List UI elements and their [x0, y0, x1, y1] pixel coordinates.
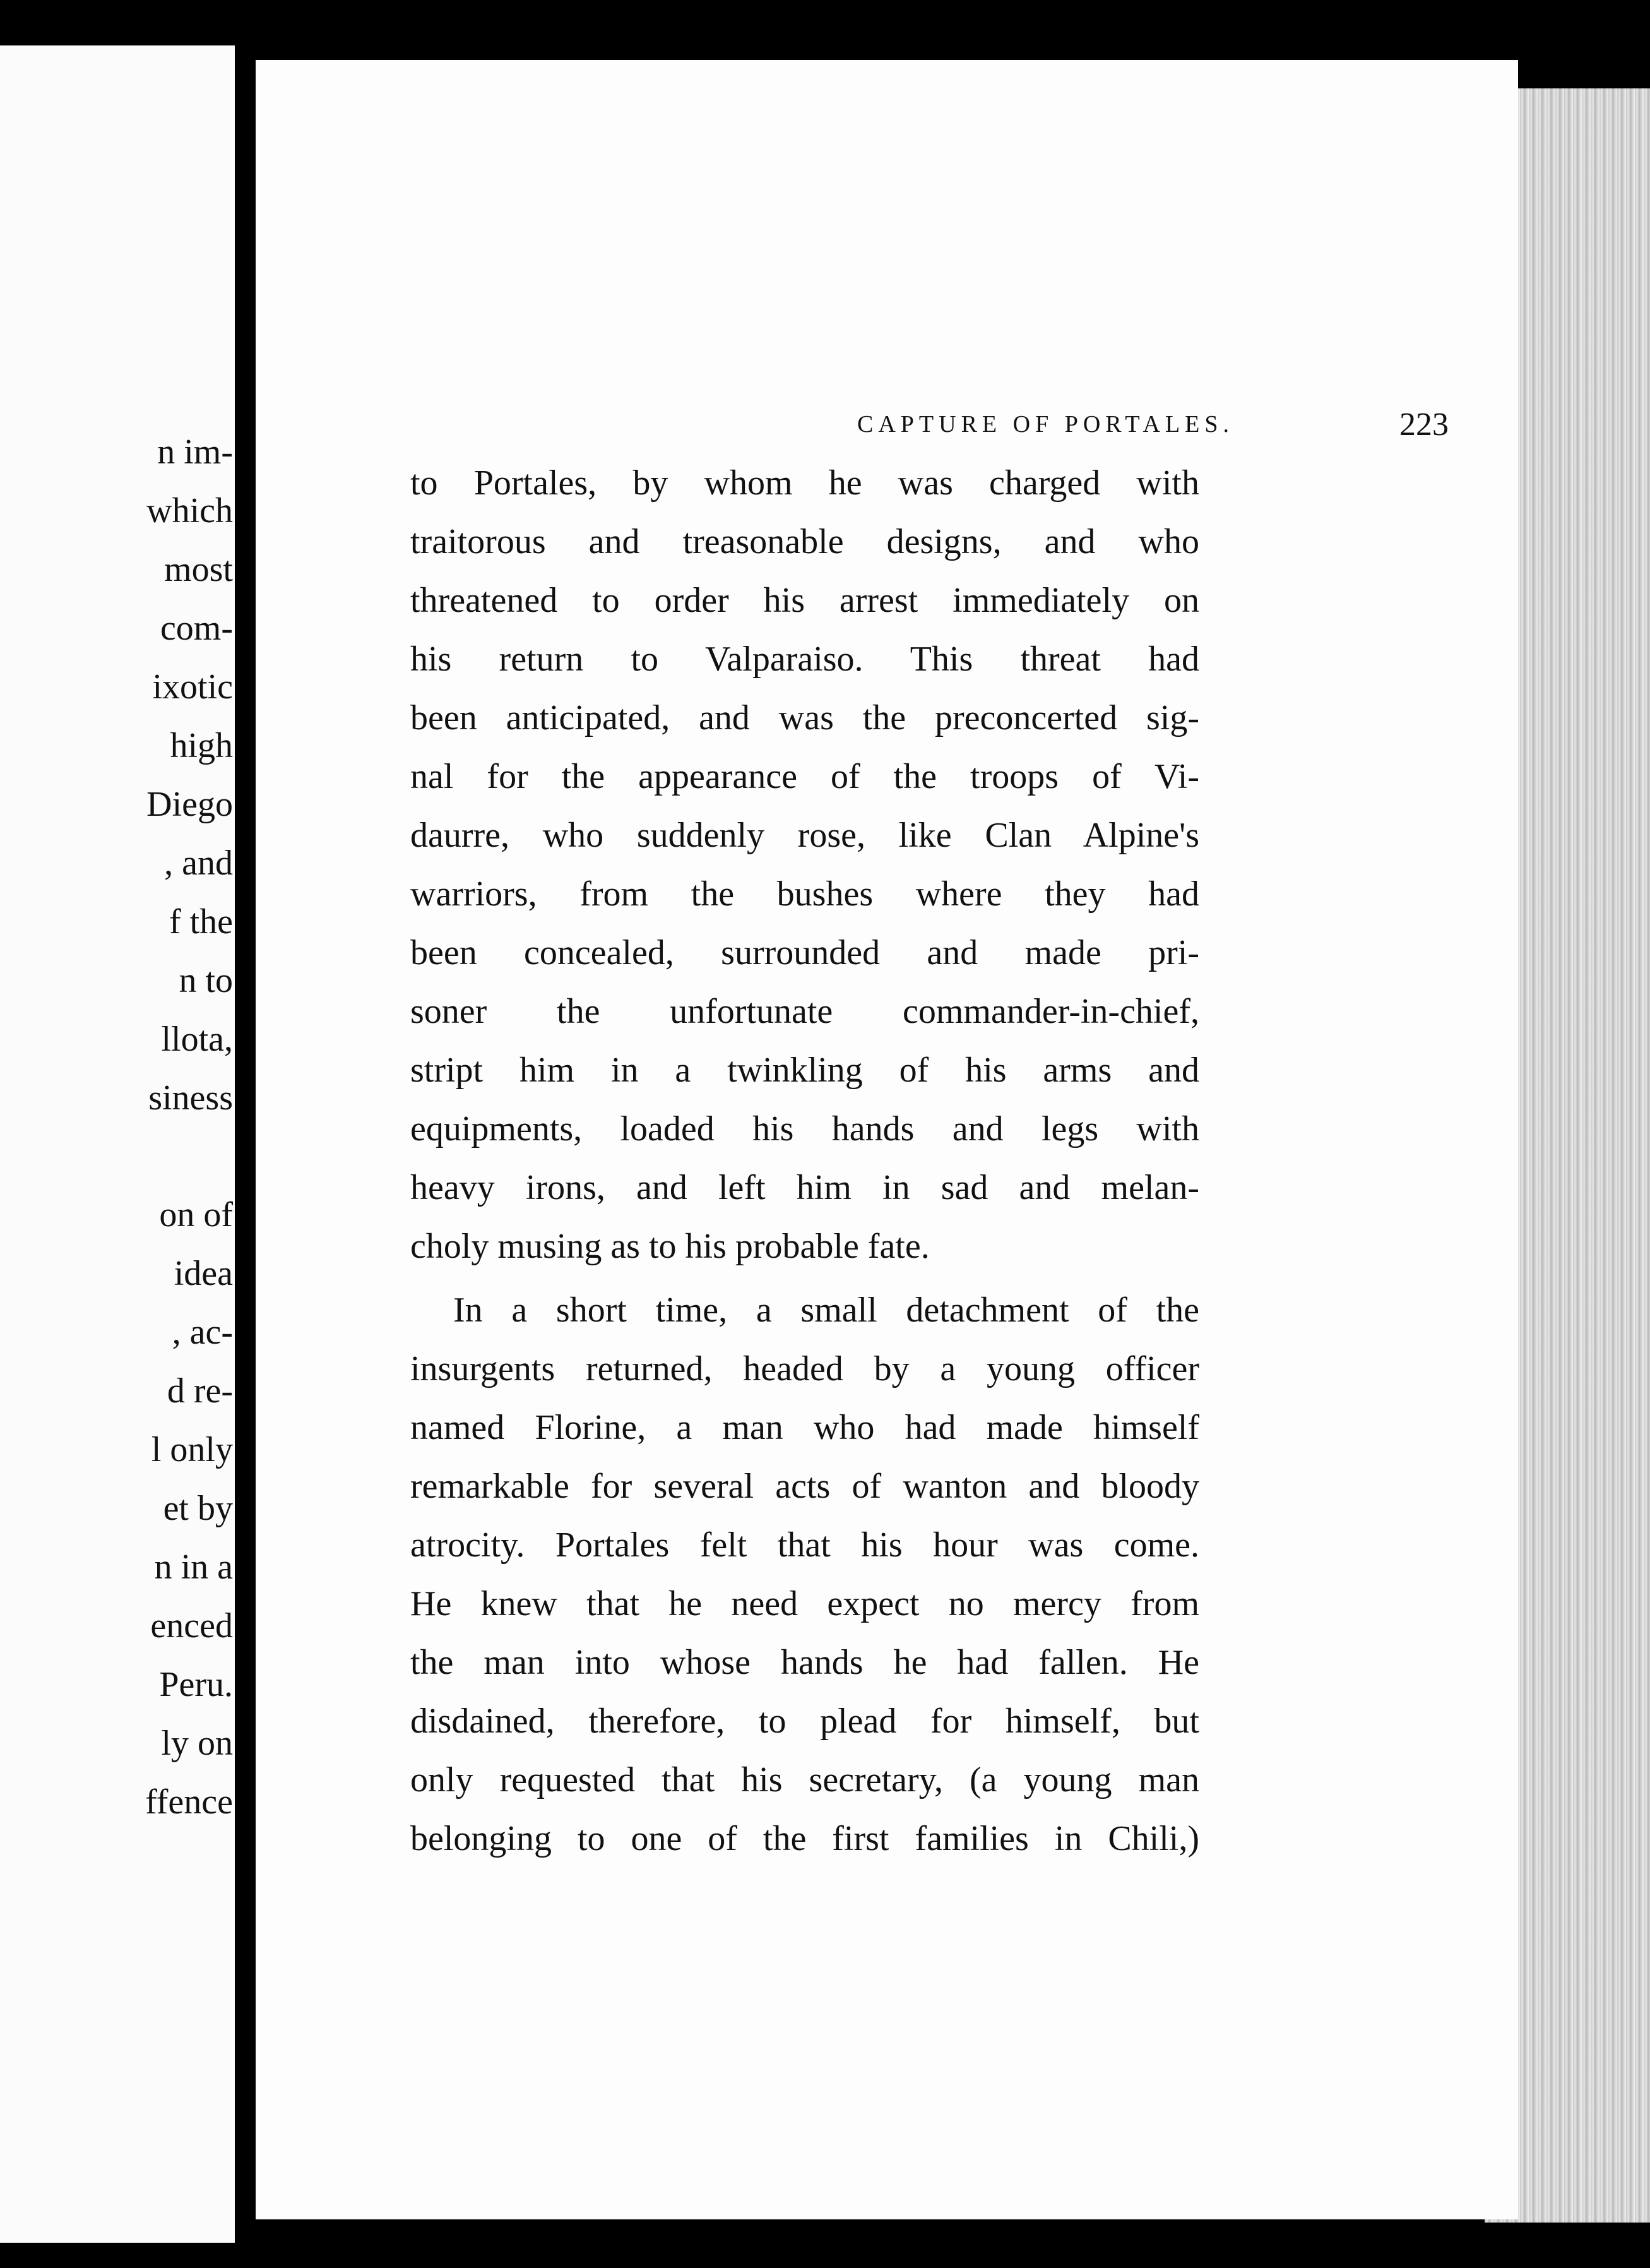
text-line: been concealed, surrounded and made pri- [410, 933, 1199, 972]
left-page-line: ixotic [152, 667, 233, 707]
left-page-line: d re- [167, 1371, 233, 1411]
text-line: heavy irons, and left him in sad and melan- [410, 1168, 1199, 1207]
left-page-line: siness [148, 1078, 233, 1118]
right-page [256, 60, 1518, 2219]
text-line: In a short time, a small detachment of the [453, 1291, 1199, 1330]
left-page-line: n in a [154, 1548, 233, 1587]
left-page-line: high [170, 726, 233, 765]
text-line: to Portales, by whom he was charged with [410, 463, 1199, 503]
text-line: warriors, from the bushes where they had [410, 874, 1199, 914]
text-line: the man into whose hands he had fallen. He [410, 1643, 1199, 1682]
text-line: traitorous and treasonable designs, and who [410, 522, 1199, 561]
text-line: choly musing as to his probable fate. [410, 1227, 930, 1266]
left-page-line: ffence [145, 1782, 233, 1822]
left-page-line: Peru. [159, 1665, 233, 1704]
left-page-line: most [164, 550, 233, 589]
left-page-line: com- [160, 609, 233, 648]
text-line: his return to Valparaiso. This threat had [410, 640, 1199, 679]
text-line: insurgents returned, headed by a young officer [410, 1349, 1199, 1388]
left-page-line: on of [159, 1195, 233, 1234]
left-page-line: Diego [146, 785, 233, 824]
text-line: equipments, loaded his hands and legs with [410, 1109, 1199, 1149]
left-page-line: llota, [161, 1020, 233, 1059]
left-page [0, 45, 235, 2243]
text-line: remarkable for several acts of wanton and bloody [410, 1467, 1199, 1506]
left-page-line: enced [150, 1606, 233, 1645]
left-page-line: f the [169, 902, 233, 941]
left-page-line: , and [164, 844, 233, 883]
running-head: CAPTURE OF PORTALES. [857, 411, 1235, 438]
left-page-line: ly on [161, 1724, 233, 1763]
text-line: daurre, who suddenly rose, like Clan Alpine's [410, 816, 1199, 855]
text-line: threatened to order his arrest immediately on [410, 581, 1199, 620]
text-line: nal for the appearance of the troops of Vi- [410, 757, 1199, 796]
left-page-line: n im- [157, 433, 233, 472]
left-page-line: , ac- [172, 1313, 233, 1352]
text-line: named Florine, a man who had made himself [410, 1408, 1199, 1447]
left-page-line: idea [174, 1254, 233, 1293]
text-line: stript him in a twinkling of his arms and [410, 1051, 1199, 1090]
text-line: soner the unfortunate commander-in-chief, [410, 992, 1199, 1031]
left-page-line: l only [151, 1430, 233, 1469]
page-number: 223 [1399, 407, 1449, 443]
left-page-line: n to [179, 961, 233, 1000]
text-line: been anticipated, and was the preconcerted sig- [410, 698, 1199, 737]
text-line: He knew that he need expect no mercy from [410, 1584, 1199, 1623]
left-page-line: et by [163, 1489, 233, 1528]
text-line: only requested that his secretary, (a young man [410, 1760, 1199, 1799]
left-page-line: which [146, 491, 233, 530]
text-line: belonging to one of the first families in Chili,) [410, 1819, 1199, 1858]
text-line: disdained, therefore, to plead for himself, but [410, 1702, 1199, 1741]
text-line: atrocity. Portales felt that his hour was come. [410, 1525, 1199, 1565]
